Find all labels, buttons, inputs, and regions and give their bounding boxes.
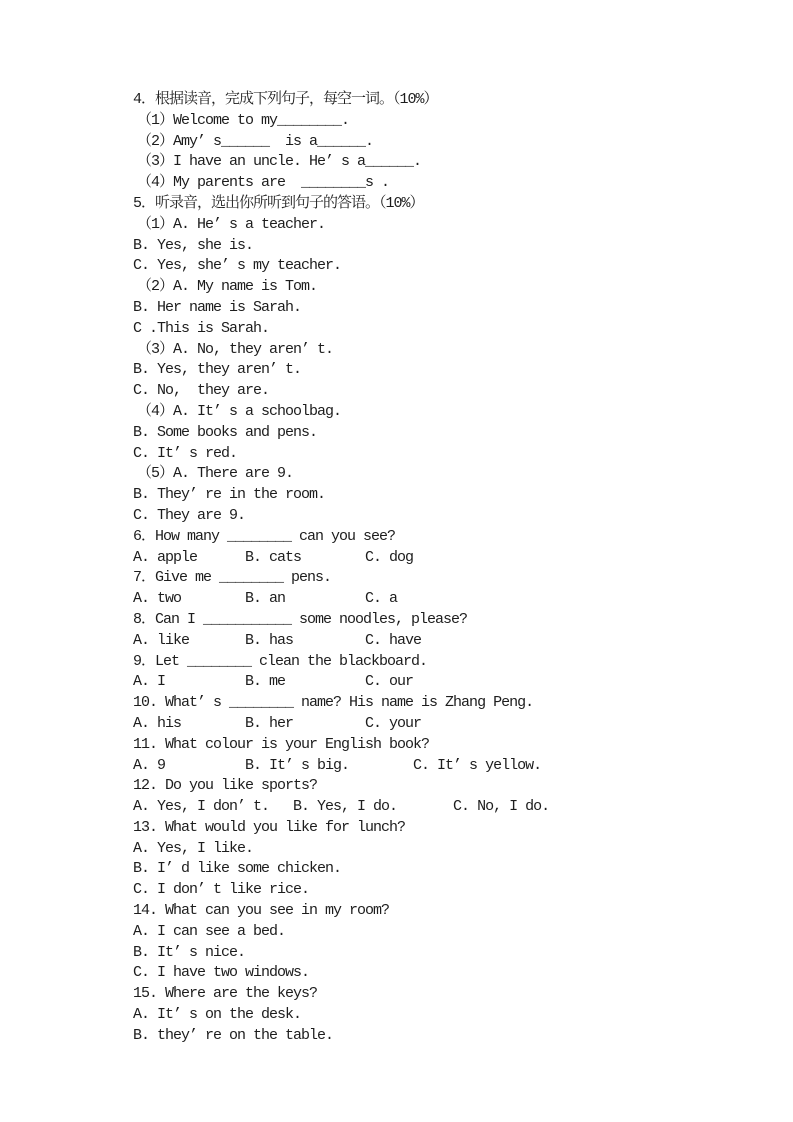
option-line: C. It’ s red. <box>133 444 238 462</box>
question-line: 13. What would you like for lunch? <box>133 818 406 836</box>
option-line: A. Yes, I like. <box>133 839 254 857</box>
listening-item-option: （3）A. No, they aren’ t. <box>137 340 334 358</box>
options-row: A. apple B. cats C. dog <box>133 548 414 566</box>
option-line: C. They are 9. <box>133 506 246 524</box>
question-line: 10. What’ s ________ name? His name is Zhang Peng. <box>133 694 534 712</box>
question-line: 14. What can you see in my room? <box>133 902 390 920</box>
section-heading: 4．根据读音，完成下列句子，每空一词。（10%） <box>133 91 438 108</box>
option-line: C .This is Sarah. <box>133 319 270 337</box>
listening-item-option: （4）A. It’ s a schoolbag. <box>137 402 342 420</box>
option-line: B. Yes, she is. <box>133 236 254 254</box>
question-line: 12. Do you like sports? <box>133 777 318 795</box>
option-line: C. Yes, she’ s my teacher. <box>133 257 342 275</box>
question-line: 15. Where are the keys? <box>133 985 318 1003</box>
fill-blank-item: （4）My parents are ________s . <box>137 174 390 192</box>
fill-blank-item: （3）I have an uncle. He’ s a______. <box>137 153 422 171</box>
option-line: B. Yes, they aren’ t. <box>133 361 302 379</box>
section-heading: 5．听录音，选出你所听到句子的答语。（10%） <box>133 194 424 212</box>
option-line: B. It’ s nice. <box>133 943 246 961</box>
question-line: 6．How many ________ can you see? <box>133 527 396 545</box>
option-line: A. I can see a bed. <box>133 922 286 940</box>
option-line: A. It’ s on the desk. <box>133 1006 302 1024</box>
options-row: A. 9 B. It’ s big. C. It’ s yellow. <box>133 756 542 774</box>
fill-blank-item: （2）Amy’ s______ is a______. <box>137 132 374 150</box>
question-line: 9．Let ________ clean the blackboard. <box>133 652 428 670</box>
question-line: 8．Can I ___________ some noodles, please? <box>133 610 468 628</box>
options-row: A. like B. has C. have <box>133 631 422 649</box>
fill-blank-item: （1）Welcome to my________. <box>137 111 350 129</box>
option-line: C. I have two windows. <box>133 964 310 982</box>
question-line: 7．Give me ________ pens. <box>133 569 332 587</box>
option-line: C. I don’ t like rice. <box>133 881 310 899</box>
listening-item-option: （5）A. There are 9. <box>137 465 294 483</box>
options-row: A. I B. me C. our <box>133 673 414 691</box>
listening-item-option: （1）A. He’ s a teacher. <box>137 215 326 233</box>
option-line: B. Her name is Sarah. <box>133 298 302 316</box>
options-row: A. his B. her C. your <box>133 714 422 732</box>
options-row: A. Yes, I don’ t. B. Yes, I do. C. No, I do. <box>133 798 550 816</box>
option-line: C. No, they are. <box>133 382 270 400</box>
question-line: 11. What colour is your English book? <box>133 735 430 753</box>
option-line: B. They’ re in the room. <box>133 486 326 504</box>
listening-item-option: （2）A. My name is Tom. <box>137 278 318 296</box>
option-line: B. Some books and pens. <box>133 423 318 441</box>
option-line: B. they’ re on the table. <box>133 1026 334 1044</box>
option-line: B. I’ d like some chicken. <box>133 860 342 878</box>
document-body <box>133 90 549 1047</box>
options-row: A. two B. an C. a <box>133 590 398 608</box>
